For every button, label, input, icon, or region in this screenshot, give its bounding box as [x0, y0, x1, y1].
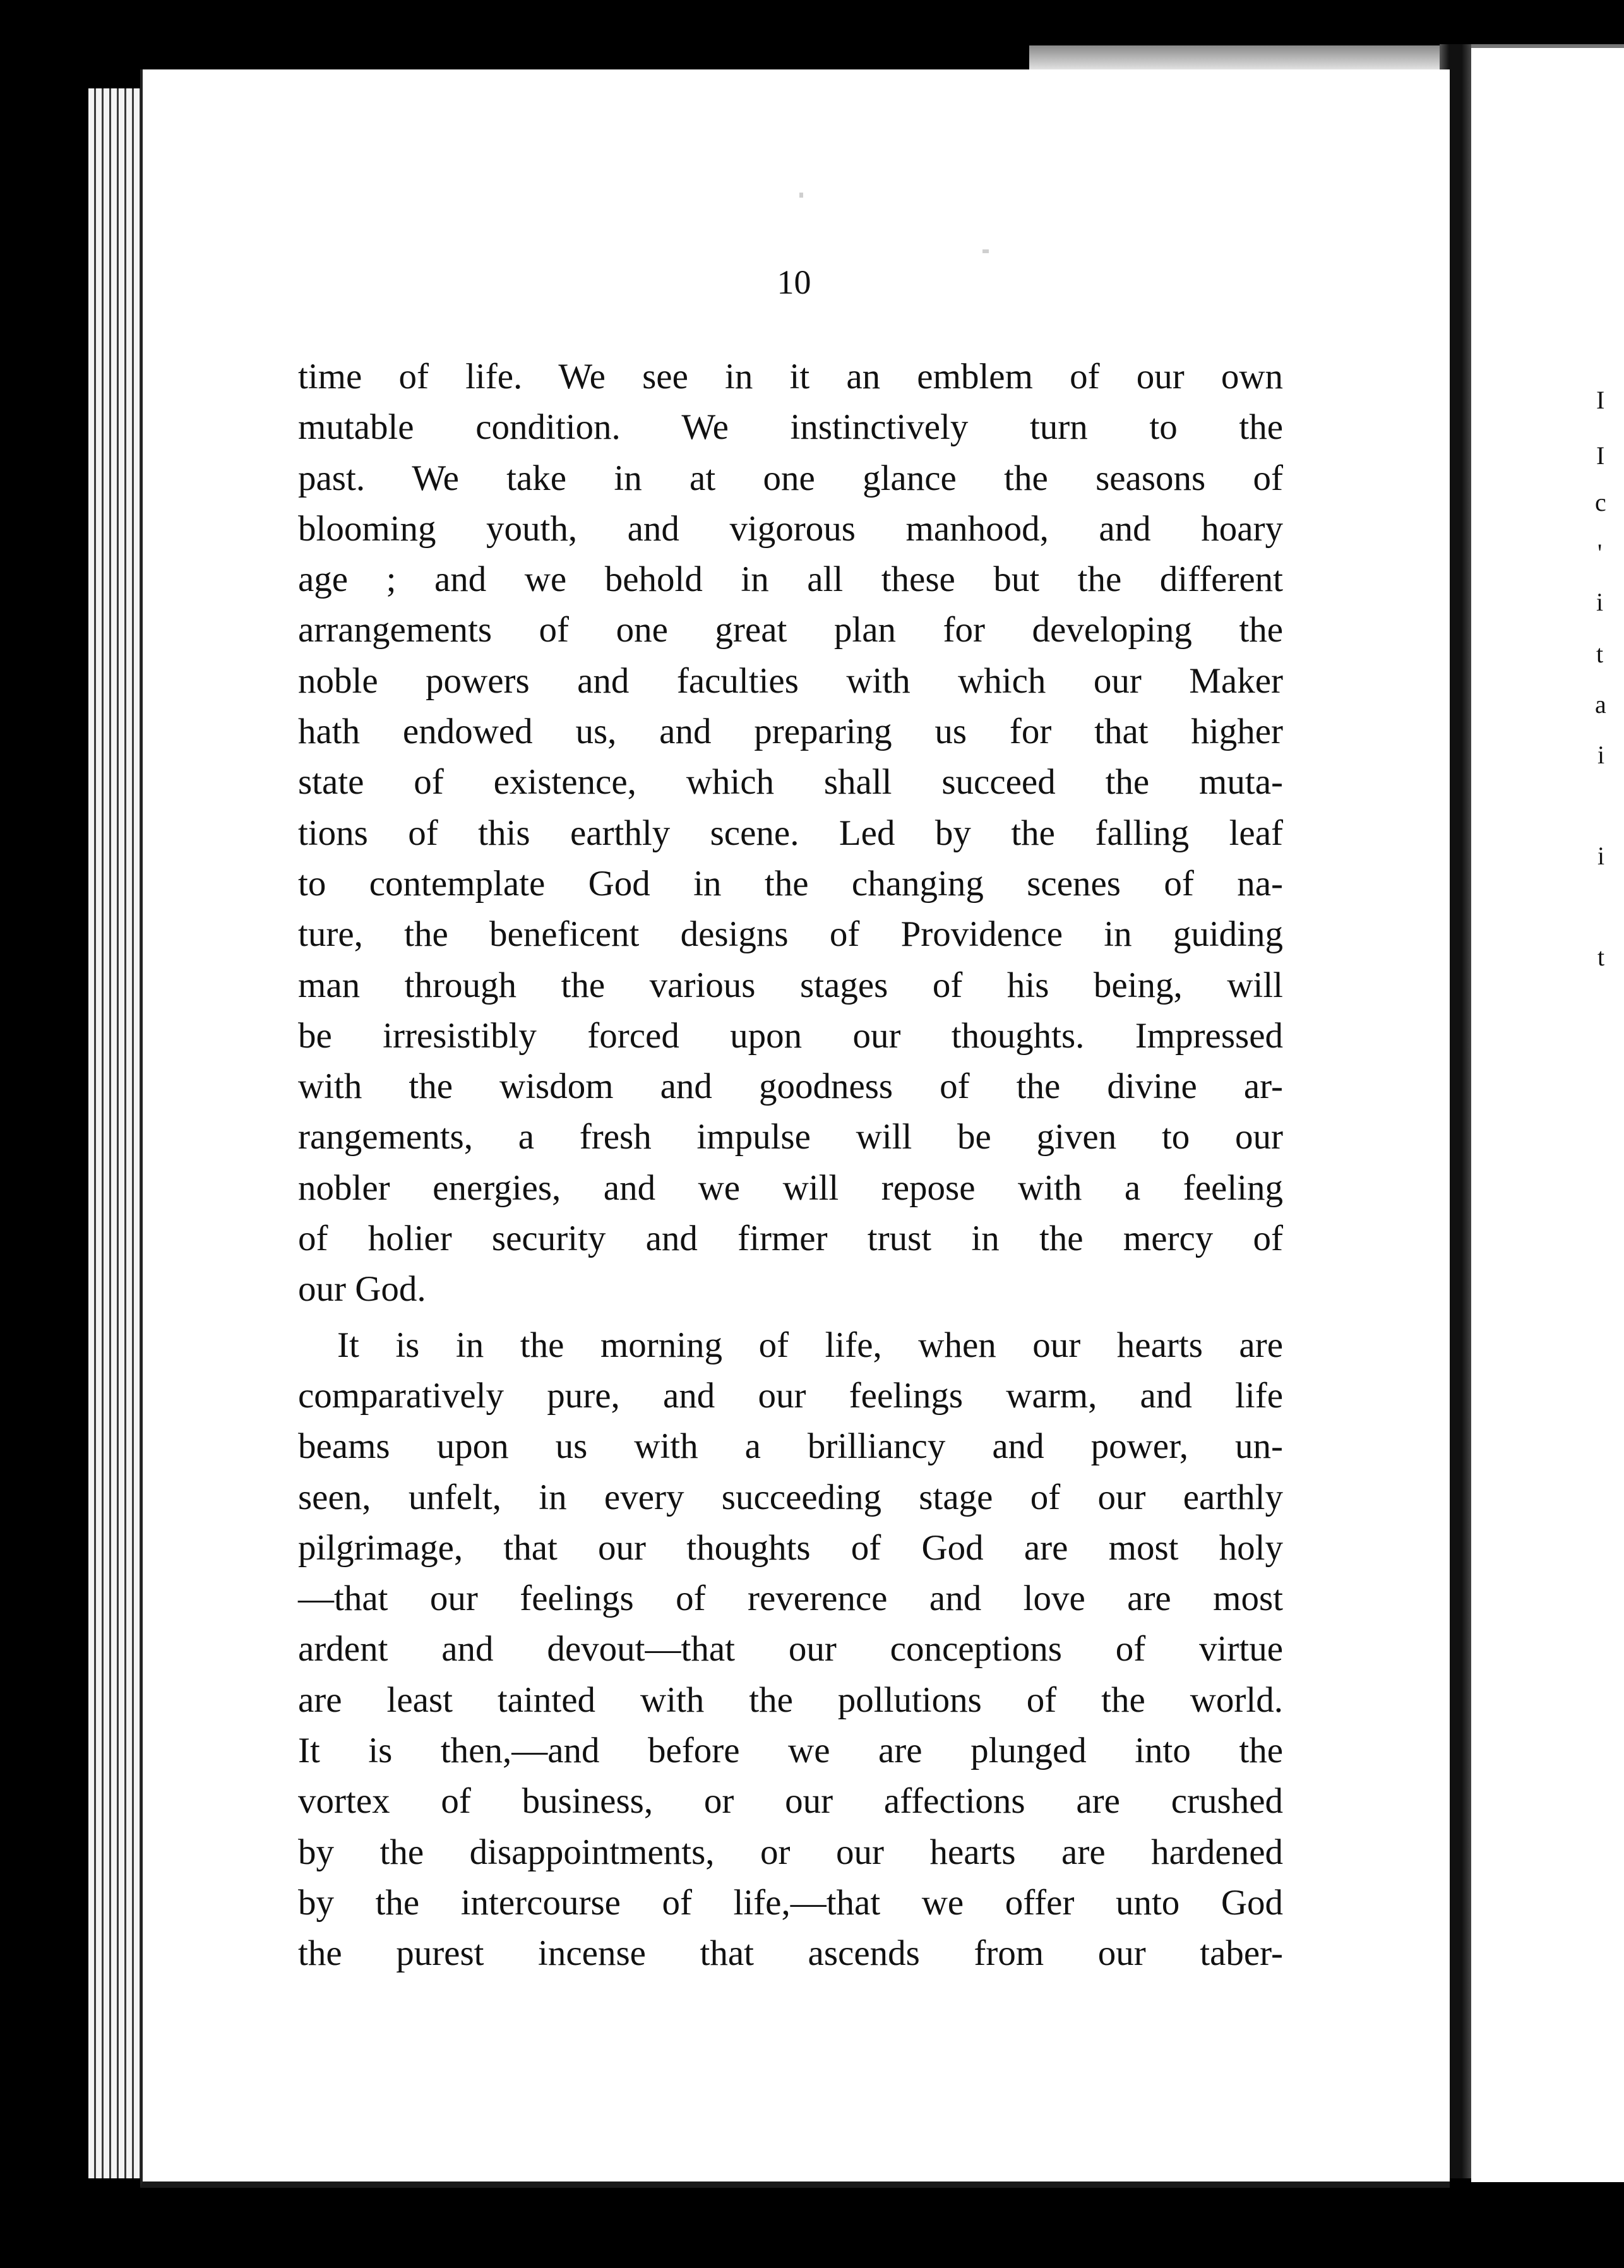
- text-line: by the intercourse of life,—that we offer unto God: [298, 1882, 1283, 1923]
- text-line: of holier security and firmer trust in the mercy of: [298, 1219, 1283, 1259]
- text-line: with the wisdom and goodness of the divine ar-: [298, 1066, 1283, 1107]
- text-line: ardent and devout—that our conceptions of virtue: [298, 1629, 1283, 1669]
- page-edge-stack: [88, 88, 145, 2178]
- paragraph-1: [298, 352, 1283, 1315]
- text-line: It is in the morning of life, when our hearts are: [337, 1325, 1283, 1365]
- text-line: seen, unfelt, in every succeeding stage of our earthly: [298, 1477, 1283, 1517]
- margin-mark: t: [1597, 943, 1605, 971]
- text-line: man through the various stages of his being, will: [298, 965, 1283, 1005]
- text-line: comparatively pure, and our feelings warm, and life: [298, 1375, 1283, 1416]
- text-line: mutable condition. We instinctively turn to the: [298, 407, 1283, 448]
- text-line: vortex of business, or our affections are crushed: [298, 1781, 1283, 1822]
- text-line: nobler energies, and we will repose with a feeling: [298, 1167, 1283, 1208]
- next-page-sliver: [1471, 44, 1624, 2182]
- paper-speck: [982, 249, 989, 253]
- margin-mark: a: [1595, 690, 1606, 719]
- text-line: state of existence, which shall succeed the muta-: [298, 762, 1283, 803]
- body-text: [298, 352, 1283, 1979]
- text-line: hath endowed us, and preparing us for that higher: [298, 712, 1283, 752]
- text-line: time of life. We see in it an emblem of our own: [298, 357, 1283, 397]
- margin-mark: I: [1596, 386, 1605, 414]
- margin-mark: i: [1597, 842, 1605, 870]
- text-line: age ; and we behold in all these but the different: [298, 559, 1283, 600]
- page-number: 10: [777, 263, 811, 301]
- text-line: past. We take in at one glance the seasons of: [298, 458, 1283, 498]
- margin-mark: I: [1596, 441, 1605, 470]
- text-line: arrangements of one great plan for developing the: [298, 610, 1283, 650]
- margin-mark: ': [1597, 539, 1603, 567]
- text-line: noble powers and faculties with which our Maker: [298, 660, 1283, 701]
- top-page-edge: [1029, 45, 1446, 71]
- margin-mark: t: [1596, 640, 1604, 668]
- text-line: pilgrimage, that our thoughts of God are most holy: [298, 1527, 1283, 1568]
- text-line: blooming youth, and vigorous manhood, and hoary: [298, 508, 1283, 549]
- text-line: ture, the beneficent designs of Providence in guiding: [298, 914, 1283, 955]
- text-line: beams upon us with a brilliancy and power, un-: [298, 1426, 1283, 1467]
- text-line: tions of this earthly scene. Led by the falling leaf: [298, 813, 1283, 853]
- text-line: be irresistibly forced upon our thoughts. Impressed: [298, 1015, 1283, 1056]
- text-line: rangements, a fresh impulse will be given to our: [298, 1117, 1283, 1157]
- paragraph-2: [298, 1320, 1283, 1979]
- text-line: our God.: [298, 1269, 426, 1310]
- margin-mark: i: [1597, 741, 1605, 769]
- text-line: the purest incense that ascends from our taber-: [298, 1933, 1283, 1974]
- text-line: It is then,—and before we are plunged into the: [298, 1731, 1283, 1771]
- paragraph-gap: [298, 1315, 1283, 1320]
- text-line: to contemplate God in the changing scenes of na-: [298, 863, 1283, 904]
- text-line: —that our feelings of reverence and love are most: [298, 1579, 1283, 1619]
- margin-mark: i: [1596, 588, 1604, 616]
- margin-mark: c: [1595, 488, 1606, 516]
- paper-speck: [799, 193, 803, 198]
- text-line: are least tainted with the pollutions of the world.: [298, 1680, 1283, 1720]
- text-line: by the disappointments, or our hearts are hardened: [298, 1832, 1283, 1872]
